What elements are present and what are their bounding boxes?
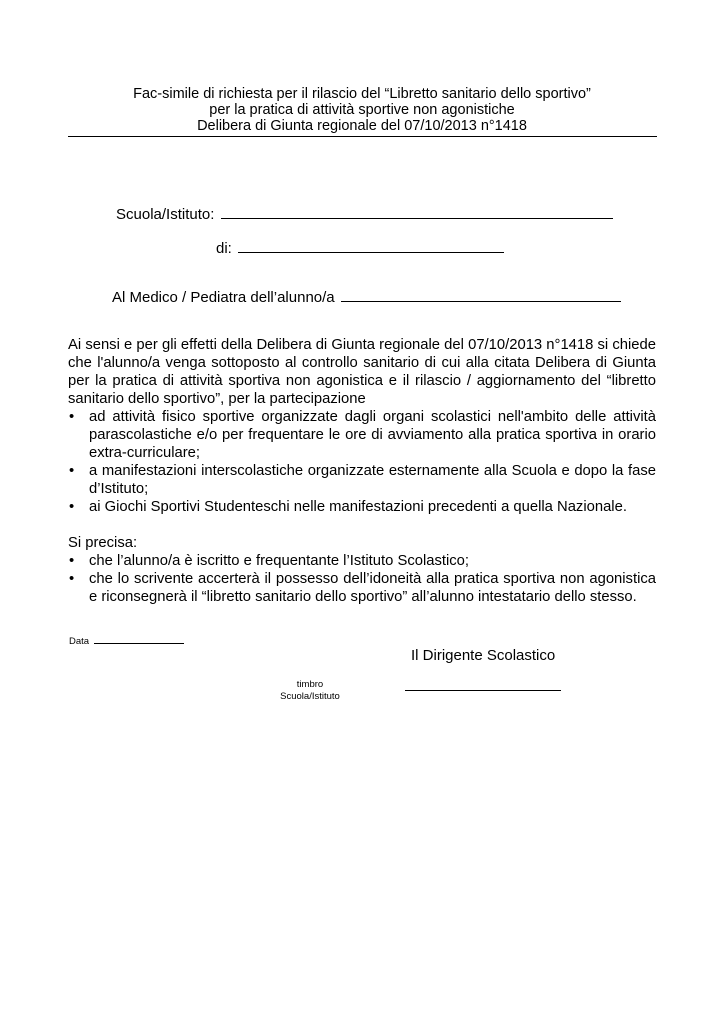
stamp-label: timbro: [296, 679, 324, 690]
school-field: [116, 206, 613, 223]
city-label: di:: [216, 240, 232, 257]
list-item: • che lo scrivente accerterà il possesso dell’idoneità alla pratica sportiva non agonistica e riconsegnerà il “libretto sanitario dello sportivo” all’alunno intestatario dello stesso.: [69, 571, 656, 605]
doctor-label: Al Medico / Pediatra dell’alunno/a: [112, 289, 335, 306]
bullet-icon: •: [69, 571, 75, 587]
list-item: • ai Giochi Sportivi Studenteschi nelle manifestazioni precedenti a quella Nazionale.: [69, 499, 627, 515]
date-field: [69, 634, 184, 647]
header-divider: [68, 136, 657, 137]
bullet-icon: •: [69, 499, 75, 515]
signature-title: Il Dirigente Scolastico: [411, 647, 556, 664]
school-label: Scuola/Istituto:: [116, 206, 215, 223]
city-blank-line: [238, 240, 504, 253]
list-item: • che l’alunno/a è iscritto e frequentante l’Istituto Scolastico;: [69, 553, 470, 569]
date-label: Data: [69, 636, 90, 647]
header-subtitle: per la pratica di attività sportive non agonistiche: [209, 102, 515, 118]
school-blank-line: [221, 206, 613, 219]
list-item: • a manifestazioni interscolastiche organizzate esternamente alla Scuola e dopo la fase d’Istituto;: [69, 463, 656, 497]
list-item: • ad attività fisico sportive organizzate dagli organi scolastici nell'ambito delle attività parascolastiche e/o per frequentare le ore di avviamento alla pratica sportiva in orario extra-curriculare;: [69, 409, 656, 461]
header-reference: Delibera di Giunta regionale del 07/10/2013 n°1418: [197, 118, 527, 134]
stamp-sublabel: Scuola/Istituto: [280, 691, 340, 702]
request-body: [68, 336, 656, 606]
bullet-icon: •: [69, 409, 75, 425]
participation-list: [68, 408, 656, 516]
city-field: [216, 240, 504, 257]
precisa-list: [68, 552, 656, 606]
signature-line: [405, 690, 561, 691]
date-blank-line: [94, 634, 184, 644]
stamp-area: [270, 679, 350, 703]
precisa-label: Si precisa:: [68, 535, 138, 551]
doctor-blank-line: [341, 289, 621, 302]
bullet-icon: •: [69, 463, 75, 479]
bullet-icon: •: [69, 553, 75, 569]
intro-paragraph: Ai sensi e per gli effetti della Delibera di Giunta regionale del 07/10/2013 n°1418 si chiede che l'alunno/a venga sottoposto al controllo sanitario di cui alla citata Delibera di Giunta per la pratica di attività sportiva non agonistica e il rilascio / aggiornamento del “libretto sanitario dello sportivo”, per la partecipazione: [68, 337, 656, 407]
doctor-field: [112, 289, 621, 306]
spacer: [68, 516, 656, 534]
document-header: [68, 86, 656, 134]
header-title: Fac-simile di richiesta per il rilascio del “Libretto sanitario dello sportivo”: [133, 86, 591, 102]
